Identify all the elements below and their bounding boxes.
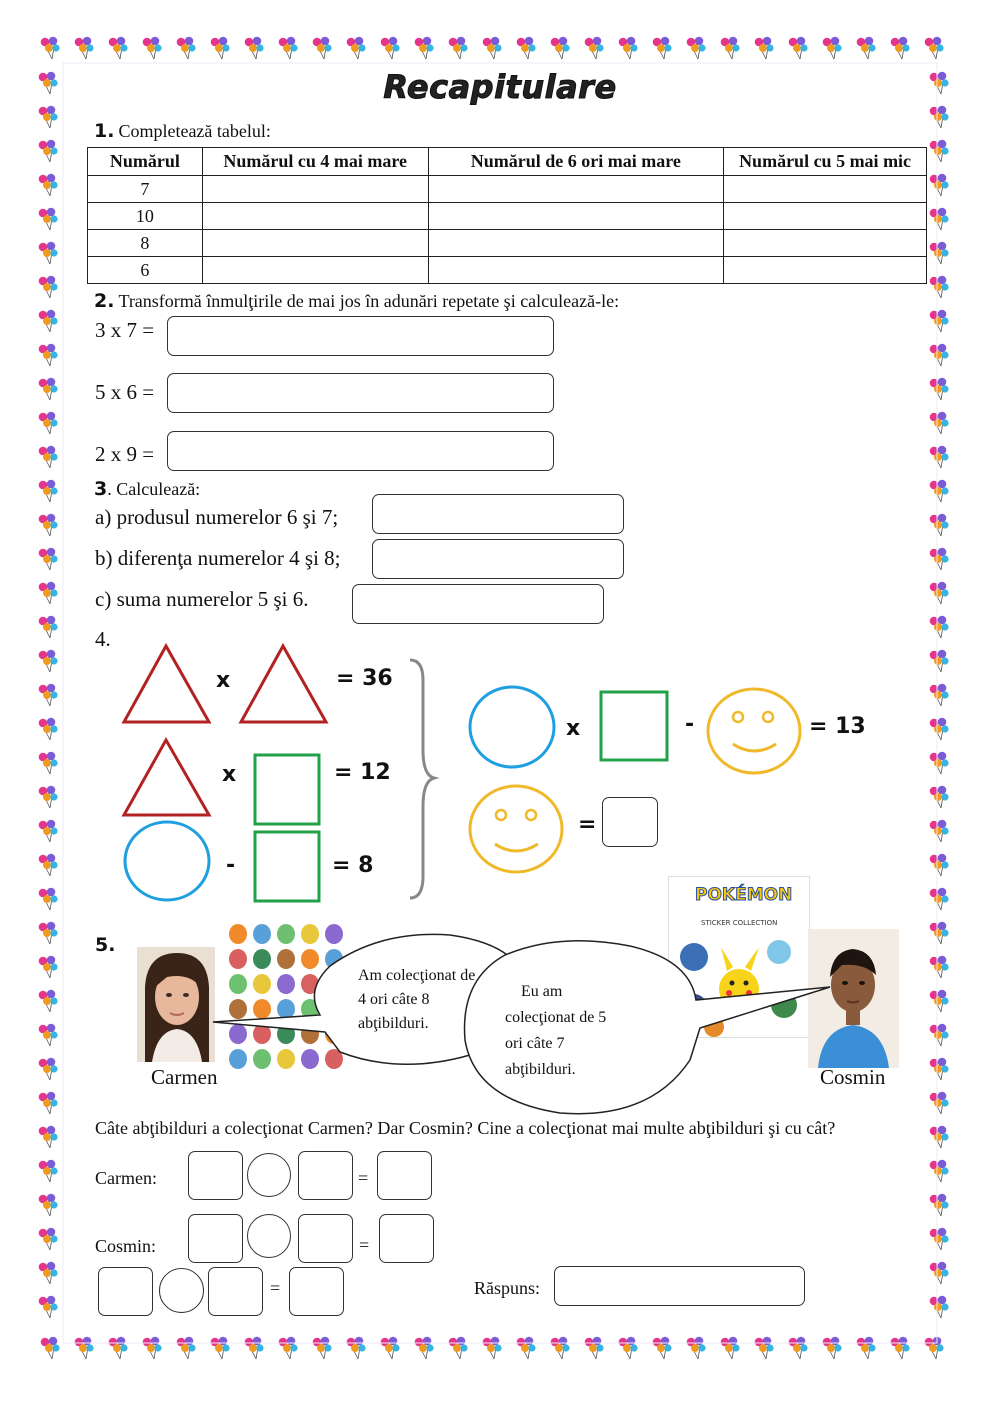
carmen-operator-circle[interactable]	[247, 1153, 291, 1197]
q3-instruction: . Calculează:	[107, 479, 201, 499]
q1-number: 1.	[94, 120, 115, 142]
cosmin-operator-circle[interactable]	[247, 1214, 291, 1258]
cosmin-bubble-text	[505, 979, 606, 1083]
bubble-line: 4 ori câte 8	[358, 991, 430, 1008]
difference-box[interactable]	[98, 1267, 153, 1316]
table-header: Numărul cu 5 mai mic	[724, 148, 927, 176]
equals-sign: =	[578, 812, 597, 837]
answer-label: Răspuns:	[474, 1278, 541, 1298]
cosmin-label: Cosmin:	[95, 1236, 157, 1256]
carmen-factor-box[interactable]	[188, 1151, 243, 1200]
q2-item-label: 3 x 7 =	[95, 318, 155, 342]
bubble-line: ori câte 7	[505, 1035, 565, 1052]
equals-sign: =	[359, 1235, 370, 1255]
q3-item-label: a) produsul numerelor 6 şi 7;	[95, 505, 339, 529]
table-header: Numărul de 6 ori mai mare	[428, 148, 724, 176]
carmen-bubble-text	[358, 964, 475, 1036]
q2-item-label: 2 x 9 =	[95, 442, 155, 466]
q3-number: 3	[94, 478, 108, 500]
cosmin-factor-box[interactable]	[188, 1214, 243, 1263]
result-13: = 13	[809, 714, 866, 739]
equals-sign: =	[270, 1278, 281, 1298]
carmen-factor-box[interactable]	[298, 1151, 353, 1200]
cosmin-result-box[interactable]	[379, 1214, 434, 1263]
bubble-line: abţibilduri.	[505, 1061, 576, 1078]
table-cell-number: 7	[88, 176, 203, 203]
equals-sign: =	[358, 1168, 369, 1188]
difference-operator-circle[interactable]	[159, 1268, 204, 1313]
q5-question: Câte abţibilduri a colecţionat Carmen? Dar Cosmin? Cine a colecţionat mai multe abţibilduri şi cu cât?	[95, 1118, 836, 1138]
result-12: = 12	[334, 760, 391, 785]
result-8: = 8	[332, 853, 374, 878]
carmen-label: Carmen:	[95, 1168, 157, 1188]
times-sign: x	[566, 716, 581, 741]
q2-instruction: Transformă înmulţirile de mai jos în adunări repetate şi calculează-le:	[118, 291, 620, 311]
carmen-name: Carmen	[151, 1065, 218, 1089]
bubble-line: abţibilduri.	[358, 1015, 429, 1032]
q3-item-label: c) suma numerelor 5 şi 6.	[95, 587, 309, 611]
minus-sign: -	[685, 712, 695, 737]
times-sign: x	[222, 762, 237, 787]
bubble-line: colecţionat de 5	[505, 1009, 607, 1026]
q5-number: 5.	[95, 934, 116, 956]
cosmin-factor-box[interactable]	[298, 1214, 353, 1263]
q3-item-label: b) diferenţa numerelor 4 şi 8;	[95, 546, 341, 570]
difference-box[interactable]	[208, 1267, 263, 1316]
carmen-result-box[interactable]	[377, 1151, 432, 1200]
table-cell-number: 6	[88, 257, 203, 284]
q4-number: 4.	[95, 627, 111, 651]
sticker-brand: POKÉMON	[695, 885, 793, 905]
answer-box[interactable]	[554, 1266, 805, 1306]
bubble-line: Eu am	[521, 983, 563, 1000]
table-header: Numărul	[88, 148, 203, 176]
table-header: Numărul cu 4 mai mare	[202, 148, 428, 176]
minus-sign: -	[226, 853, 236, 878]
times-sign: x	[216, 668, 231, 693]
result-36: = 36	[336, 666, 393, 691]
table-cell-number: 8	[88, 230, 203, 257]
q2-number: 2.	[94, 290, 115, 312]
cosmin-name: Cosmin	[820, 1065, 886, 1089]
q1-instruction: Completează tabelul:	[118, 121, 271, 141]
table-cell-number: 10	[88, 203, 203, 230]
q2-item-label: 5 x 6 =	[95, 380, 155, 404]
sticker-caption: STICKER COLLECTION	[701, 919, 778, 927]
page-title: Recapitulare	[383, 68, 617, 106]
difference-result-box[interactable]	[289, 1267, 344, 1316]
bubble-line: Am colecţionat de	[358, 967, 476, 984]
